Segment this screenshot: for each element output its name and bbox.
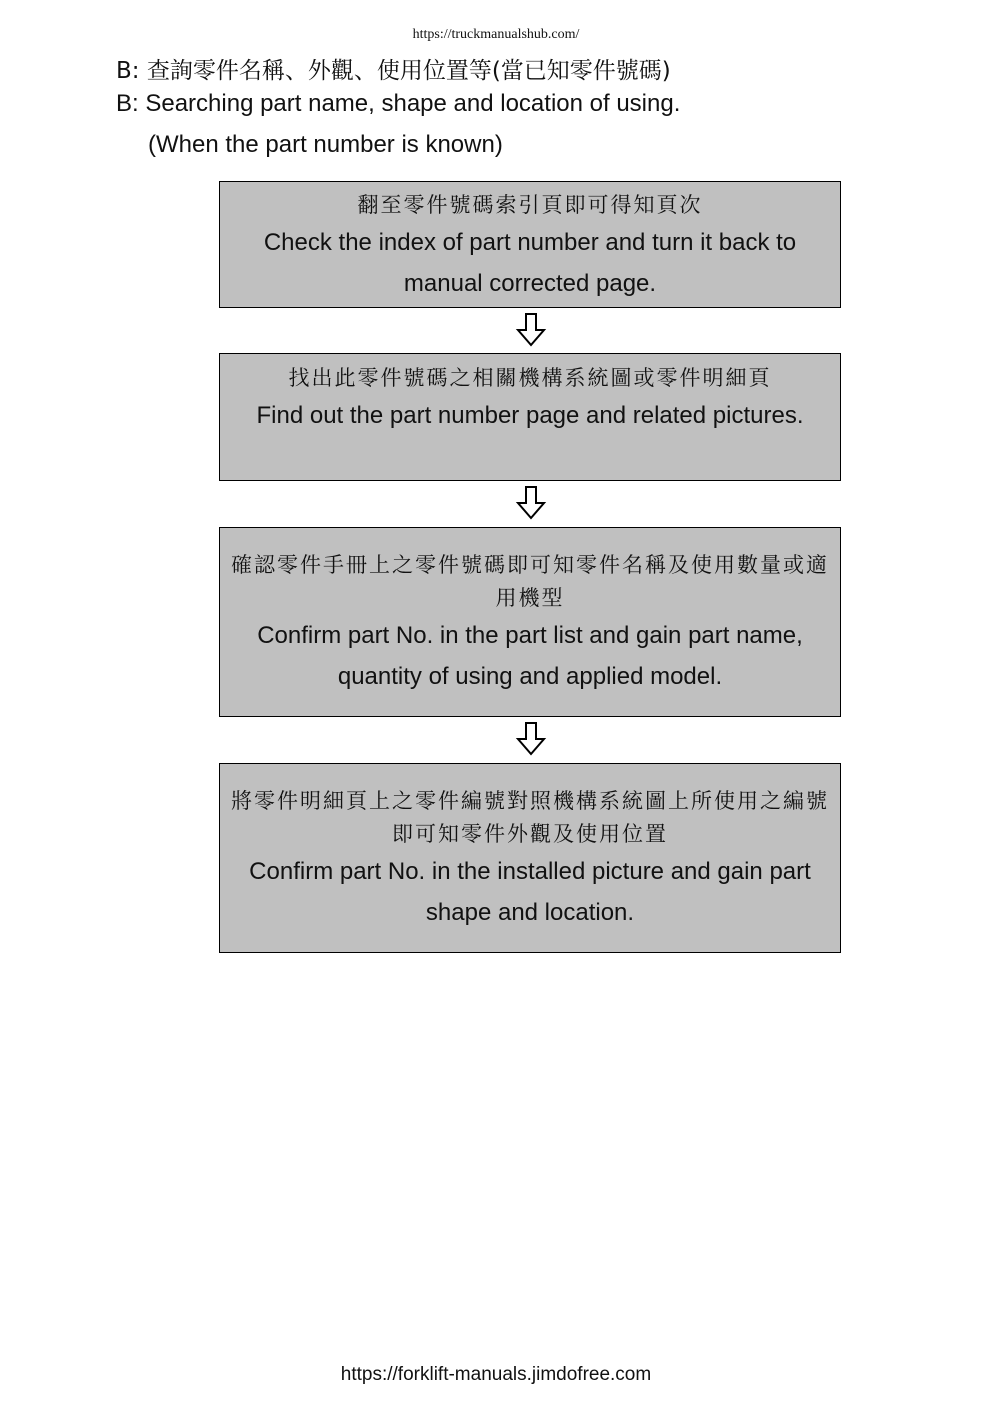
step-3-text-en: Confirm part No. in the part list and gain part name, quantity of using and applied model.: [257, 622, 803, 690]
section-title-zh: B: 查詢零件名稱、外觀、使用位置等(當已知零件號碼): [116, 58, 671, 84]
step-2-text-en: Find out the part number page and related pictures.: [256, 402, 804, 429]
step-4-text-en: Confirm part No. in the installed picture and gain part shape and location.: [249, 858, 811, 926]
down-arrow-icon: [515, 313, 547, 347]
header-url: https://truckmanualshub.com/: [412, 27, 580, 42]
step-1-text-zh: 翻至零件號碼索引頁即可得知頁次: [357, 193, 703, 217]
flow-step-3: [219, 527, 841, 717]
step-1-text-en: Check the index of part number and turn it back to manual corrected page.: [263, 229, 797, 297]
flow-step-2: [219, 353, 841, 481]
flow-step-4: [219, 763, 841, 953]
down-arrow-icon: [515, 486, 547, 520]
flow-step-1: [219, 181, 841, 308]
step-4-text-zh: 將零件明細頁上之零件編號對照機構系統圖上所使用之編號即可知零件外觀及使用位置: [231, 789, 829, 846]
down-arrow-icon: [515, 722, 547, 756]
step-2-text-zh: 找出此零件號碼之相關機構系統圖或零件明細頁: [288, 366, 772, 390]
footer-url: https://forklift-manuals.jimdofree.com: [340, 1364, 652, 1385]
section-title-en: B: Searching part name, shape and location of using.: [116, 90, 681, 117]
step-3-text-zh: 確認零件手冊上之零件號碼即可知零件名稱及使用數量或適用機型: [231, 553, 829, 610]
section-subtitle-en: (When the part number is known): [148, 131, 503, 158]
